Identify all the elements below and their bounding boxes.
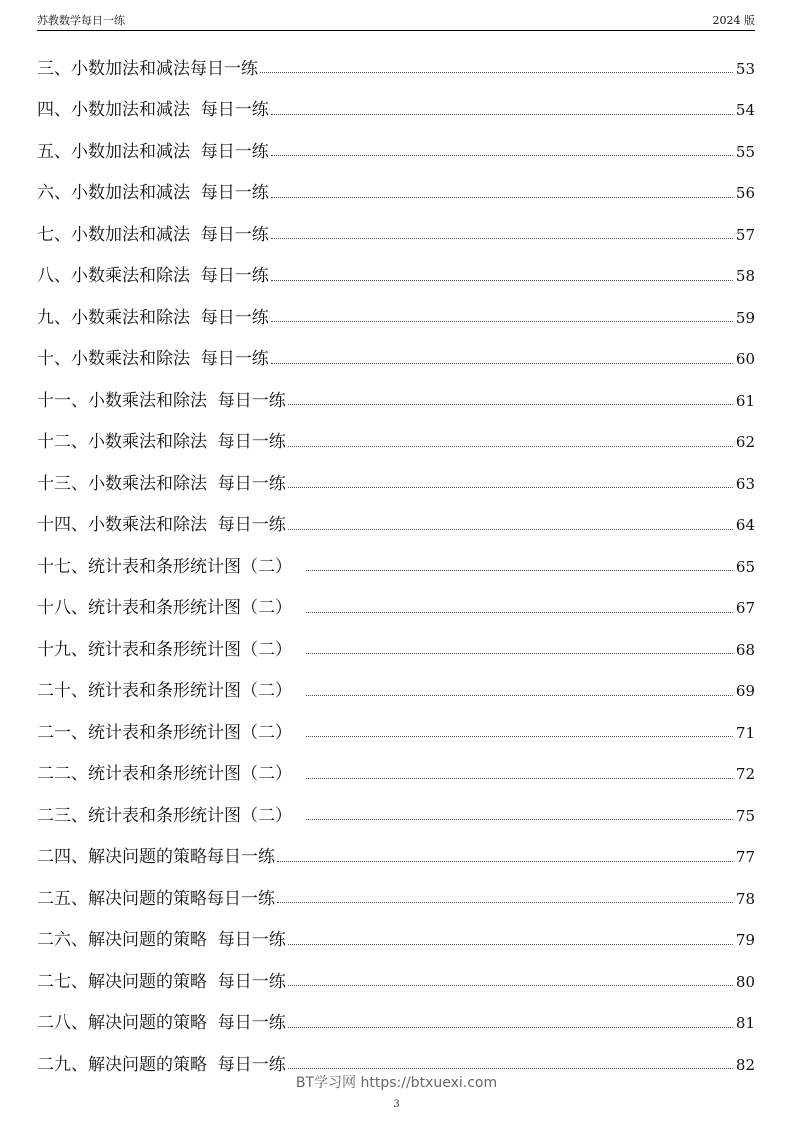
- dot-leader: [271, 280, 733, 281]
- toc-entry[interactable]: [37, 380, 755, 422]
- toc-entry-page: 79: [735, 931, 755, 950]
- toc-entry-title: 十二、小数乘法和除法 每日一练: [37, 432, 286, 453]
- dot-leader: [306, 778, 733, 779]
- toc-entry-page: 58: [735, 267, 755, 286]
- toc-entry-page: 67: [735, 599, 755, 618]
- table-of-contents: [37, 48, 755, 1086]
- toc-entry-title: 五、小数加法和减法 每日一练: [37, 141, 269, 162]
- toc-entry[interactable]: [37, 712, 755, 754]
- toc-entry[interactable]: [37, 1003, 755, 1045]
- toc-entry[interactable]: [37, 961, 755, 1003]
- toc-entry[interactable]: [37, 214, 755, 256]
- toc-entry-page: 53: [735, 59, 755, 78]
- toc-entry[interactable]: [37, 795, 755, 837]
- toc-entry[interactable]: [37, 173, 755, 215]
- toc-entry[interactable]: [37, 505, 755, 547]
- dot-leader: [271, 197, 733, 198]
- toc-entry[interactable]: [37, 256, 755, 298]
- toc-entry-title: 二二、统计表和条形统计图（二）: [37, 764, 292, 785]
- toc-entry-title: 十、小数乘法和除法 每日一练: [37, 349, 269, 370]
- dot-leader: [271, 321, 733, 322]
- dot-leader: [288, 404, 733, 405]
- dot-leader: [277, 861, 733, 862]
- toc-entry[interactable]: [37, 422, 755, 464]
- toc-entry-title: 二十、统计表和条形统计图（二）: [37, 681, 292, 702]
- toc-entry-page: 75: [735, 806, 755, 825]
- dot-leader: [271, 238, 733, 239]
- toc-entry-page: 69: [735, 682, 755, 701]
- toc-entry-title: 二三、统计表和条形统计图（二）: [37, 805, 292, 826]
- dot-leader: [306, 612, 733, 613]
- toc-entry[interactable]: [37, 297, 755, 339]
- dot-leader: [288, 1027, 733, 1028]
- toc-entry-title: 十四、小数乘法和除法 每日一练: [37, 515, 286, 536]
- toc-entry-title: 八、小数乘法和除法 每日一练: [37, 266, 269, 287]
- dot-leader: [271, 114, 733, 115]
- toc-entry-page: 56: [735, 184, 755, 203]
- toc-entry-title: 二九、解决问题的策略 每日一练: [37, 1054, 286, 1075]
- toc-entry-page: 59: [735, 308, 755, 327]
- toc-entry-page: 63: [735, 474, 755, 493]
- toc-entry[interactable]: [37, 546, 755, 588]
- dot-leader: [260, 72, 733, 73]
- header-book-title: 苏教数学每日一练: [37, 14, 125, 27]
- toc-entry[interactable]: [37, 920, 755, 962]
- dot-leader: [288, 487, 733, 488]
- dot-leader: [271, 155, 733, 156]
- dot-leader: [277, 902, 733, 903]
- page-number: 3: [393, 1099, 400, 1110]
- dot-leader: [306, 653, 733, 654]
- toc-entry-page: 65: [735, 557, 755, 576]
- dot-leader: [306, 736, 733, 737]
- toc-entry-title: 二一、统计表和条形统计图（二）: [37, 722, 292, 743]
- toc-entry[interactable]: [37, 837, 755, 879]
- toc-entry-page: 62: [735, 433, 755, 452]
- toc-entry-title: 九、小数乘法和除法 每日一练: [37, 307, 269, 328]
- toc-entry-title: 二六、解决问题的策略 每日一练: [37, 930, 286, 951]
- toc-entry-page: 60: [735, 350, 755, 369]
- dot-leader: [271, 363, 733, 364]
- toc-entry[interactable]: [37, 463, 755, 505]
- toc-entry-title: 十一、小数乘法和除法 每日一练: [37, 390, 286, 411]
- toc-entry[interactable]: [37, 48, 755, 90]
- dot-leader: [288, 1068, 733, 1069]
- toc-entry-title: 三、小数加法和减法每日一练: [37, 58, 258, 79]
- toc-entry-title: 十九、统计表和条形统计图（二）: [37, 639, 292, 660]
- toc-entry[interactable]: [37, 754, 755, 796]
- toc-entry-page: 55: [735, 142, 755, 161]
- toc-entry-title: 四、小数加法和减法 每日一练: [37, 100, 269, 121]
- dot-leader: [306, 570, 733, 571]
- dot-leader: [288, 985, 733, 986]
- toc-entry[interactable]: [37, 339, 755, 381]
- toc-entry-page: 72: [735, 765, 755, 784]
- toc-entry[interactable]: [37, 90, 755, 132]
- toc-entry-title: 二七、解决问题的策略 每日一练: [37, 971, 286, 992]
- dot-leader: [306, 819, 733, 820]
- toc-entry-page: 71: [735, 723, 755, 742]
- toc-entry-title: 二五、解决问题的策略每日一练: [37, 888, 275, 909]
- page-header: [37, 8, 755, 31]
- dot-leader: [288, 944, 733, 945]
- dot-leader: [306, 695, 733, 696]
- toc-entry[interactable]: [37, 588, 755, 630]
- toc-entry-page: 54: [735, 101, 755, 120]
- toc-entry-page: 57: [735, 225, 755, 244]
- toc-entry-title: 十八、统计表和条形统计图（二）: [37, 598, 292, 619]
- toc-entry[interactable]: [37, 629, 755, 671]
- toc-entry-page: 64: [735, 516, 755, 535]
- toc-entry-title: 六、小数加法和减法 每日一练: [37, 183, 269, 204]
- toc-entry-title: 十三、小数乘法和除法 每日一练: [37, 473, 286, 494]
- toc-entry-page: 77: [735, 848, 755, 867]
- toc-entry-page: 68: [735, 640, 755, 659]
- toc-entry-page: 80: [735, 972, 755, 991]
- toc-entry-title: 十七、统计表和条形统计图（二）: [37, 556, 292, 577]
- dot-leader: [288, 529, 733, 530]
- toc-entry-title: 二八、解决问题的策略 每日一练: [37, 1013, 286, 1034]
- watermark: BT学习网 https://btxuexi.com: [295, 1075, 498, 1091]
- toc-entry-title: 七、小数加法和减法 每日一练: [37, 224, 269, 245]
- toc-entry-title: 二四、解决问题的策略每日一练: [37, 847, 275, 868]
- toc-entry-page: 61: [735, 391, 755, 410]
- toc-entry[interactable]: [37, 878, 755, 920]
- toc-entry-page: 82: [735, 1055, 755, 1074]
- toc-entry[interactable]: [37, 671, 755, 713]
- toc-entry-page: 81: [735, 1014, 755, 1033]
- dot-leader: [288, 446, 733, 447]
- header-edition: 2024 版: [712, 14, 755, 27]
- toc-entry-page: 78: [735, 889, 755, 908]
- toc-entry[interactable]: [37, 131, 755, 173]
